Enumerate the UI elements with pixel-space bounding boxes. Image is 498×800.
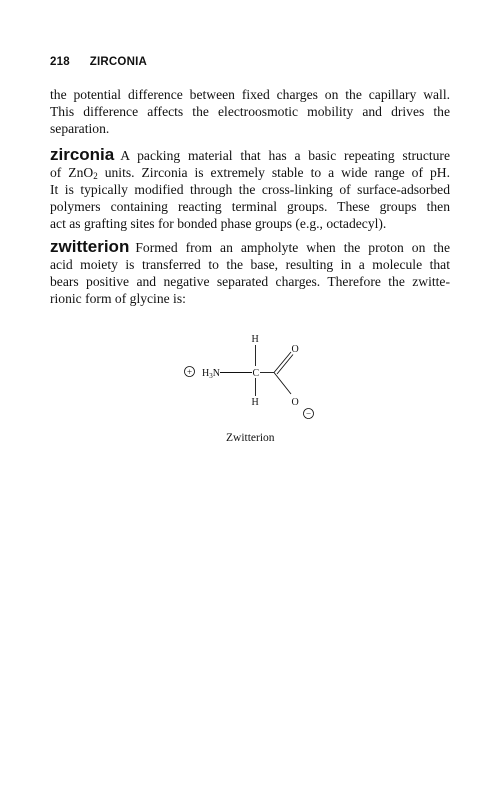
- bond-double-o-2: [277, 355, 293, 375]
- zwitterion-structure-diagram: [180, 326, 320, 446]
- text-line: rionic form of glycine is:: [50, 291, 186, 306]
- hydrogen-top-label: H: [251, 334, 259, 345]
- text-line: [50, 238, 450, 256]
- page-number: 218: [50, 56, 70, 68]
- entry-term: zirconia: [50, 145, 115, 164]
- subscript: 2: [93, 171, 98, 181]
- entry-zwitterion: [50, 238, 450, 307]
- text-line: [50, 164, 450, 181]
- continued-paragraph: [50, 86, 450, 137]
- entry-text: units. Zirconia is extremely stable to a wide range of pH.: [97, 165, 450, 180]
- text-line: This difference affects the electroosmotic mobility and drives the: [50, 104, 450, 119]
- text-line: bears positive and negative separated charges. Therefore the zwitte-: [50, 274, 450, 289]
- entry-text: of ZnO: [50, 165, 94, 180]
- bond-single-o: [274, 373, 291, 395]
- text-line: polymers containing reacting terminal groups. These groups then: [50, 199, 450, 214]
- text-line: It is typically modified through the cross-linking of surface-adsorbed: [50, 182, 450, 197]
- running-title: ZIRCONIA: [89, 56, 147, 68]
- minus-charge-sign: −: [305, 408, 312, 419]
- hydrogen-bottom-label: H: [251, 397, 259, 408]
- bond-double-o-1: [274, 352, 291, 373]
- text-line: [50, 146, 450, 164]
- plus-charge-sign: +: [186, 367, 193, 377]
- entry-text: Formed from an ampholyte when the proton on the: [135, 240, 450, 255]
- nitrogen-group-label: $H_3N$: [202, 368, 220, 380]
- running-header: [50, 56, 147, 68]
- entry-term: zwitterion: [50, 237, 130, 256]
- entry-text: A packing material that has a basic repeating structure: [120, 148, 450, 163]
- oxygen-top-label: O: [291, 344, 299, 355]
- text-line: separation.: [50, 121, 110, 136]
- text-line: acid moiety is transferred to the base, resulting in a molecule that: [50, 257, 450, 272]
- oxygen-bottom-label: O: [291, 397, 299, 408]
- entry-zirconia: [50, 146, 450, 232]
- carbon-label: C: [252, 368, 260, 379]
- figure-caption: Zwitterion: [226, 432, 275, 444]
- text-line: act as grafting sites for bonded phase groups (e.g., octadecyl).: [50, 216, 387, 231]
- text-line: the potential difference between fixed charges on the capillary wall.: [50, 87, 450, 102]
